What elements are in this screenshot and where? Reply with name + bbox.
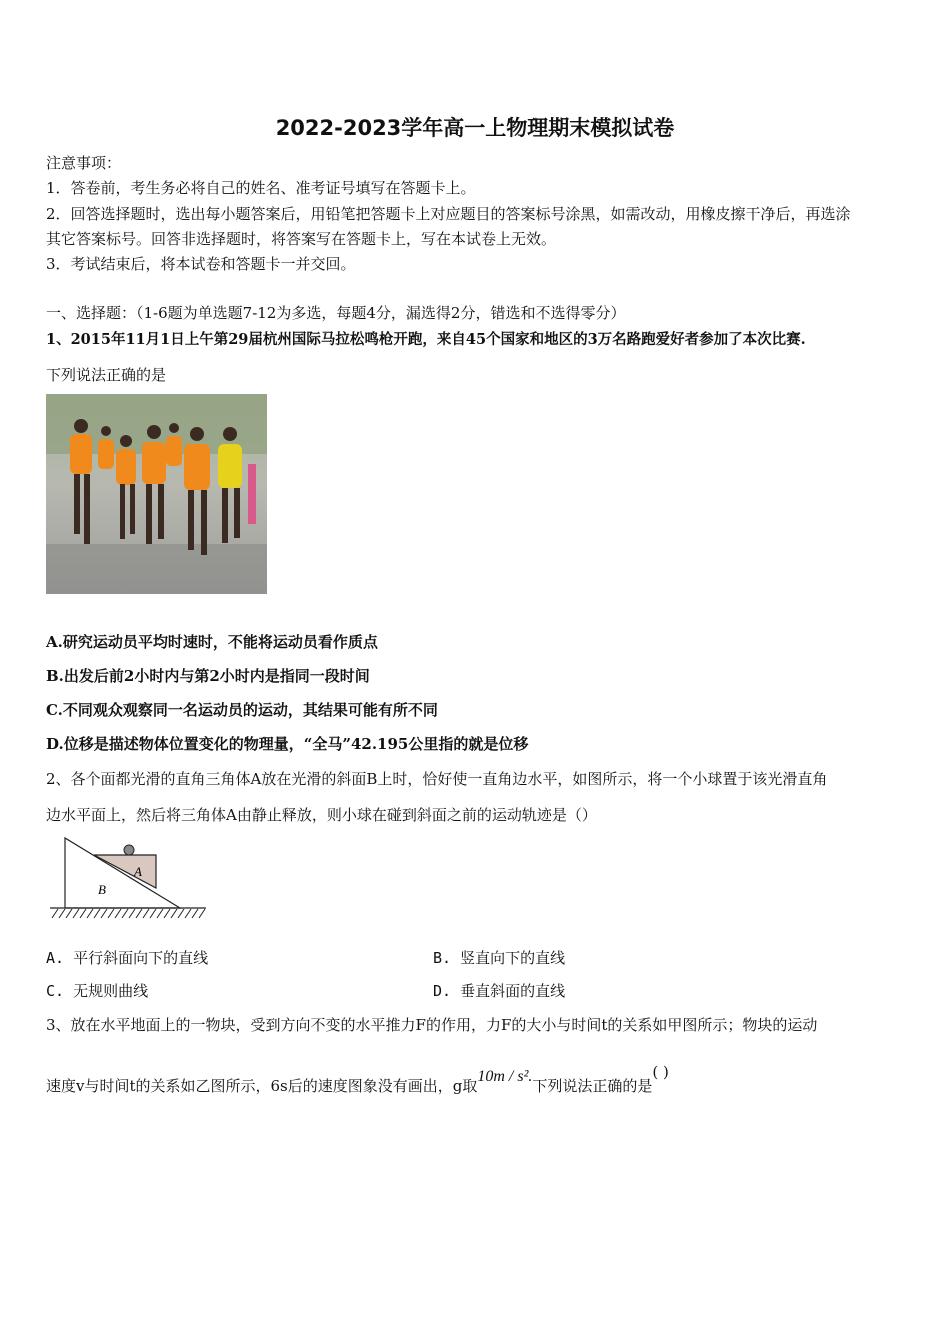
q2-option-d: D. 垂直斜面的直线 xyxy=(433,982,566,1000)
note-item-1: 1．答卷前，考生务必将自己的姓名、准考证号填写在答题卡上。 xyxy=(46,179,476,197)
answer-parentheses: ( ) xyxy=(652,1063,669,1081)
section-heading: 一、选择题：（1-6题为单选题7-12为多选，每题4分，漏选得2分，错选和不选得零分） xyxy=(46,304,626,322)
q3-stem-line2-text: 速度v与时间t的关系如乙图所示，6s后的速度图象没有画出，g取 xyxy=(46,1077,478,1095)
q2-stem-line1: 2、各个面都光滑的直角三角体A放在光滑的斜面B上时，恰好使一直角边水平，如图所示，将一个小球置于该光滑直角 xyxy=(46,770,828,788)
q1-option-b: B.出发后前2小时内与第2小时内是指同一段时间 xyxy=(46,667,370,685)
q3-stem-line1: 3、放在水平地面上的一物块，受到方向不变的水平推力F的作用，力F的大小与时间t的关系如甲图所示；物块的运动 xyxy=(46,1016,818,1034)
q1-stem-line2: 下列说法正确的是 xyxy=(46,366,167,384)
label-a: A xyxy=(134,864,142,879)
q3-stem-line2 xyxy=(46,1063,669,1096)
label-b: B xyxy=(98,882,106,897)
q3-stem-line2-tail: 下列说法正确的是 xyxy=(532,1077,653,1095)
note-item-3: 3．考试结束后，将本试卷和答题卡一并交回。 xyxy=(46,255,356,273)
note-item-2-cont: 其它答案标号。回答非选择题时，将答案写在答题卡上，写在本试卷上无效。 xyxy=(46,230,557,248)
q1-option-d: D.位移是描述物体位置变化的物理量，“全马”42.195公里指的就是位移 xyxy=(46,735,529,753)
q2-stem-line2: 边水平面上，然后将三角体A由静止释放，则小球在碰到斜面之前的运动轨迹是（） xyxy=(46,806,597,824)
marathon-runners-photo xyxy=(46,394,267,594)
notes-heading: 注意事项： xyxy=(46,154,122,172)
note-item-2: 2．回答选择题时，选出每小题答案后，用铅笔把答题卡上对应题目的答案标号涂黑，如需改动，用橡皮擦干净后，再选涂 xyxy=(46,205,851,223)
gravity-formula: 10m / s². xyxy=(477,1068,533,1085)
q1-stem-line1: 1、2015年11月1日上午第29届杭州国际马拉松鸣枪开跑，来自45个国家和地区的3万名路跑爱好者参加了本次比赛. xyxy=(46,331,806,348)
q2-option-b: B. 竖直向下的直线 xyxy=(433,949,566,967)
page-title: 2022-2023学年高一上物理期末模拟试卷 xyxy=(275,116,675,140)
incline-triangle-diagram xyxy=(46,836,212,924)
q1-option-c: C.不同观众观察同一名运动员的运动，其结果可能有所不同 xyxy=(46,701,438,719)
q2-option-a: A. 平行斜面向下的直线 xyxy=(46,949,209,967)
q2-option-c: C. 无规则曲线 xyxy=(46,982,149,1000)
q1-option-a: A.研究运动员平均时速时，不能将运动员看作质点 xyxy=(46,633,378,651)
